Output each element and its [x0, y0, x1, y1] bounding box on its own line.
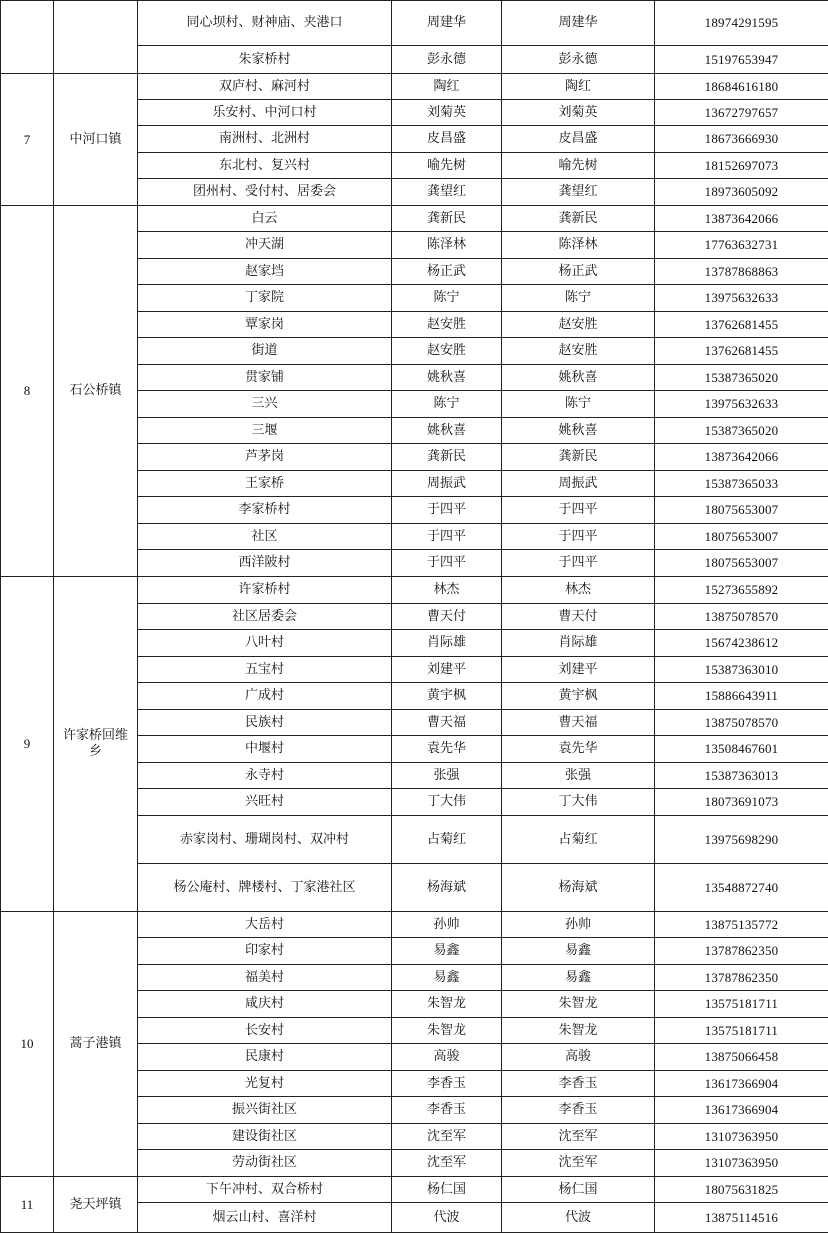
contact-person-cell: 杨仁国	[392, 1177, 502, 1203]
phone-cell: 15387365020	[655, 365, 828, 391]
responsible-person-cell: 于四平	[502, 497, 655, 524]
contact-person-cell: 易鑫	[392, 938, 502, 965]
phone-cell: 13873642066	[655, 444, 828, 471]
phone-cell: 18073691073	[655, 789, 828, 816]
contact-person-cell: 彭永德	[392, 46, 502, 74]
contact-person-cell: 于四平	[392, 497, 502, 524]
village-cell: 白云	[138, 206, 392, 232]
village-cell: 覃家岗	[138, 312, 392, 338]
responsible-person-cell: 姚秋喜	[502, 418, 655, 444]
phone-cell: 18684616180	[655, 74, 828, 100]
town-name: 许家桥回维乡	[58, 728, 134, 760]
phone-cell: 17763632731	[655, 232, 828, 259]
responsible-person-cell: 杨仁国	[502, 1177, 655, 1203]
responsible-person-cell: 龚新民	[502, 444, 655, 471]
village-cell: 下午冲村、双合桥村	[138, 1177, 392, 1203]
responsible-person-cell: 朱智龙	[502, 1018, 655, 1044]
phone-cell: 13617366904	[655, 1071, 828, 1097]
contact-person-cell: 龚新民	[392, 206, 502, 232]
responsible-person-cell: 周振武	[502, 471, 655, 497]
phone-cell: 15674238612	[655, 630, 828, 657]
responsible-person-cell: 曹天付	[502, 604, 655, 630]
contact-person-cell: 易鑫	[392, 965, 502, 991]
town-cell	[54, 577, 138, 912]
phone-cell: 18152697073	[655, 153, 828, 179]
responsible-person-cell: 沈至军	[502, 1124, 655, 1150]
contact-person-cell: 陈宁	[392, 285, 502, 312]
table-row	[1, 1177, 828, 1203]
village-cell: 丁家院	[138, 285, 392, 312]
town-name: 石公桥镇	[69, 383, 121, 399]
responsible-person-cell: 姚秋喜	[502, 365, 655, 391]
group-number-cell: 9	[1, 577, 54, 912]
table-row	[1, 74, 828, 100]
village-cell: 李家桥村	[138, 497, 392, 524]
contact-person-cell: 姚秋喜	[392, 365, 502, 391]
responsible-person-cell: 林杰	[502, 577, 655, 604]
contact-person-cell: 周建华	[392, 1, 502, 46]
responsible-person-cell: 易鑫	[502, 965, 655, 991]
responsible-person-cell: 于四平	[502, 550, 655, 577]
phone-cell: 13975632633	[655, 285, 828, 312]
contact-person-cell: 于四平	[392, 550, 502, 577]
phone-cell: 18075653007	[655, 524, 828, 550]
phone-cell: 13762681455	[655, 338, 828, 365]
town-name: 蒿子港镇	[69, 1036, 121, 1052]
village-cell: 社区居委会	[138, 604, 392, 630]
phone-cell: 13875078570	[655, 604, 828, 630]
responsible-person-cell: 代波	[502, 1203, 655, 1233]
table-row	[1, 912, 828, 938]
village-cell: 南洲村、北洲村	[138, 126, 392, 153]
village-cell: 乐安村、中河口村	[138, 100, 392, 126]
responsible-person-cell: 李香玉	[502, 1097, 655, 1124]
responsible-person-cell: 陶红	[502, 74, 655, 100]
phone-cell: 13975698290	[655, 816, 828, 864]
contact-person-cell: 黄宇枫	[392, 683, 502, 710]
group-number-cell: 7	[1, 74, 54, 206]
village-cell: 民族村	[138, 710, 392, 736]
phone-cell: 13548872740	[655, 864, 828, 912]
responsible-person-cell: 高骏	[502, 1044, 655, 1071]
group-number-cell: 11	[1, 1177, 54, 1233]
phone-cell: 13875114516	[655, 1203, 828, 1233]
village-cell: 烟云山村、喜洋村	[138, 1203, 392, 1233]
table-row	[1, 206, 828, 232]
group-number-cell: 10	[1, 912, 54, 1177]
contact-person-cell: 陈泽林	[392, 232, 502, 259]
responsible-person-cell: 占菊红	[502, 816, 655, 864]
responsible-person-cell: 曹天福	[502, 710, 655, 736]
phone-cell: 13873642066	[655, 206, 828, 232]
responsible-person-cell: 杨正武	[502, 259, 655, 285]
responsible-person-cell: 张强	[502, 763, 655, 789]
table-row	[1, 1, 828, 46]
phone-cell: 13975632633	[655, 391, 828, 418]
table-body	[1, 1, 828, 1233]
village-cell: 福美村	[138, 965, 392, 991]
phone-cell: 15273655892	[655, 577, 828, 604]
town-cell	[54, 206, 138, 577]
village-cell: 同心坝村、财神庙、夹港口	[138, 1, 392, 46]
contact-person-cell: 赵安胜	[392, 338, 502, 365]
village-cell: 八叶村	[138, 630, 392, 657]
contact-person-cell: 高骏	[392, 1044, 502, 1071]
responsible-person-cell: 杨海斌	[502, 864, 655, 912]
village-cell: 东北村、复兴村	[138, 153, 392, 179]
village-cell: 赤家岗村、珊瑚岗村、双冲村	[138, 816, 392, 864]
phone-cell: 13107363950	[655, 1124, 828, 1150]
phone-cell: 13787862350	[655, 965, 828, 991]
phone-cell: 18075631825	[655, 1177, 828, 1203]
contact-person-cell: 陈宁	[392, 391, 502, 418]
village-cell: 赵家垱	[138, 259, 392, 285]
phone-cell: 13875078570	[655, 710, 828, 736]
village-cell: 许家桥村	[138, 577, 392, 604]
contact-person-cell: 赵安胜	[392, 312, 502, 338]
phone-cell: 13762681455	[655, 312, 828, 338]
contact-person-cell: 代波	[392, 1203, 502, 1233]
phone-cell: 18973605092	[655, 179, 828, 206]
table-row	[1, 577, 828, 604]
contact-person-cell: 刘建平	[392, 657, 502, 683]
village-cell: 兴旺村	[138, 789, 392, 816]
village-cell: 三堰	[138, 418, 392, 444]
contact-person-cell: 陶红	[392, 74, 502, 100]
contact-person-cell: 曹天付	[392, 604, 502, 630]
village-cell: 永寺村	[138, 763, 392, 789]
phone-cell: 13672797657	[655, 100, 828, 126]
group-number-cell: 8	[1, 206, 54, 577]
village-cell: 团州村、受付村、居委会	[138, 179, 392, 206]
responsible-person-cell: 陈泽林	[502, 232, 655, 259]
phone-cell: 18075653007	[655, 550, 828, 577]
village-cell: 杨公庵村、牌楼村、丁家港社区	[138, 864, 392, 912]
responsible-person-cell: 袁先华	[502, 736, 655, 763]
phone-cell: 13107363950	[655, 1150, 828, 1177]
village-cell: 街道	[138, 338, 392, 365]
contact-person-cell: 林杰	[392, 577, 502, 604]
responsible-person-cell: 喻先树	[502, 153, 655, 179]
village-cell: 大岳村	[138, 912, 392, 938]
phone-cell: 13508467601	[655, 736, 828, 763]
responsible-person-cell: 陈宁	[502, 391, 655, 418]
responsible-person-cell: 于四平	[502, 524, 655, 550]
town-cell	[54, 74, 138, 206]
contact-person-cell: 朱智龙	[392, 1018, 502, 1044]
responsible-person-cell: 朱智龙	[502, 991, 655, 1018]
responsible-person-cell: 彭永德	[502, 46, 655, 74]
town-cell	[54, 1177, 138, 1233]
contact-person-cell: 皮昌盛	[392, 126, 502, 153]
phone-cell: 13575181711	[655, 1018, 828, 1044]
contact-person-cell: 孙帅	[392, 912, 502, 938]
responsible-person-cell: 黄宇枫	[502, 683, 655, 710]
phone-cell: 13787862350	[655, 938, 828, 965]
contact-person-cell: 丁大伟	[392, 789, 502, 816]
responsible-person-cell: 周建华	[502, 1, 655, 46]
contact-person-cell: 袁先华	[392, 736, 502, 763]
village-cell: 咸庆村	[138, 991, 392, 1018]
responsible-person-cell: 丁大伟	[502, 789, 655, 816]
contact-person-cell: 龚望红	[392, 179, 502, 206]
town-name: 中河口镇	[69, 132, 121, 148]
town-cell	[54, 912, 138, 1177]
phone-cell: 15387365033	[655, 471, 828, 497]
contact-person-cell: 李香玉	[392, 1071, 502, 1097]
phone-cell: 13575181711	[655, 991, 828, 1018]
village-cell: 广成村	[138, 683, 392, 710]
responsible-person-cell: 赵安胜	[502, 338, 655, 365]
phone-cell: 13875066458	[655, 1044, 828, 1071]
village-cell: 芦茅岗	[138, 444, 392, 471]
contact-person-cell: 杨正武	[392, 259, 502, 285]
phone-cell: 15387363013	[655, 763, 828, 789]
contact-person-cell: 于四平	[392, 524, 502, 550]
contact-person-cell: 沈至军	[392, 1124, 502, 1150]
responsible-person-cell: 易鑫	[502, 938, 655, 965]
contact-person-cell: 龚新民	[392, 444, 502, 471]
contact-person-cell: 张强	[392, 763, 502, 789]
phone-cell: 15387365020	[655, 418, 828, 444]
responsible-person-cell: 孙帅	[502, 912, 655, 938]
village-cell: 建设街社区	[138, 1124, 392, 1150]
phone-cell: 13787868863	[655, 259, 828, 285]
village-cell: 五宝村	[138, 657, 392, 683]
contact-person-cell: 喻先树	[392, 153, 502, 179]
village-cell: 中堰村	[138, 736, 392, 763]
phone-cell: 18075653007	[655, 497, 828, 524]
phone-cell: 18673666930	[655, 126, 828, 153]
contact-person-cell: 曹天福	[392, 710, 502, 736]
contact-person-cell: 沈至军	[392, 1150, 502, 1177]
phone-cell: 15387363010	[655, 657, 828, 683]
group-number-cell	[1, 1, 54, 74]
village-cell: 民康村	[138, 1044, 392, 1071]
town-name: 尧天坪镇	[69, 1197, 121, 1213]
responsible-person-cell: 刘建平	[502, 657, 655, 683]
responsible-person-cell: 皮昌盛	[502, 126, 655, 153]
contact-person-cell: 肖际雄	[392, 630, 502, 657]
village-cell: 双庐村、麻河村	[138, 74, 392, 100]
responsible-person-cell: 李香玉	[502, 1071, 655, 1097]
village-cell: 振兴街社区	[138, 1097, 392, 1124]
town-cell	[54, 1, 138, 74]
village-cell: 光复村	[138, 1071, 392, 1097]
responsible-person-cell: 龚望红	[502, 179, 655, 206]
village-cell: 西洋陂村	[138, 550, 392, 577]
responsible-person-cell: 龚新民	[502, 206, 655, 232]
village-cell: 三兴	[138, 391, 392, 418]
phone-cell: 18974291595	[655, 1, 828, 46]
responsible-person-cell: 肖际雄	[502, 630, 655, 657]
responsible-person-cell: 刘菊英	[502, 100, 655, 126]
phone-cell: 13875135772	[655, 912, 828, 938]
village-cell: 朱家桥村	[138, 46, 392, 74]
village-cell: 印家村	[138, 938, 392, 965]
responsible-person-cell: 陈宁	[502, 285, 655, 312]
village-cell: 冲天湖	[138, 232, 392, 259]
phone-cell: 15886643911	[655, 683, 828, 710]
contact-person-cell: 刘菊英	[392, 100, 502, 126]
responsible-person-cell: 沈至军	[502, 1150, 655, 1177]
village-cell: 劳动街社区	[138, 1150, 392, 1177]
contact-person-cell: 周振武	[392, 471, 502, 497]
village-cell: 贯家铺	[138, 365, 392, 391]
village-cell: 社区	[138, 524, 392, 550]
contact-person-cell: 杨海斌	[392, 864, 502, 912]
village-cell: 王家桥	[138, 471, 392, 497]
contact-person-cell: 姚秋喜	[392, 418, 502, 444]
contact-person-cell: 李香玉	[392, 1097, 502, 1124]
phone-cell: 13617366904	[655, 1097, 828, 1124]
contact-person-cell: 朱智龙	[392, 991, 502, 1018]
responsible-person-cell: 赵安胜	[502, 312, 655, 338]
phone-cell: 15197653947	[655, 46, 828, 74]
contact-person-cell: 占菊红	[392, 816, 502, 864]
village-cell: 长安村	[138, 1018, 392, 1044]
